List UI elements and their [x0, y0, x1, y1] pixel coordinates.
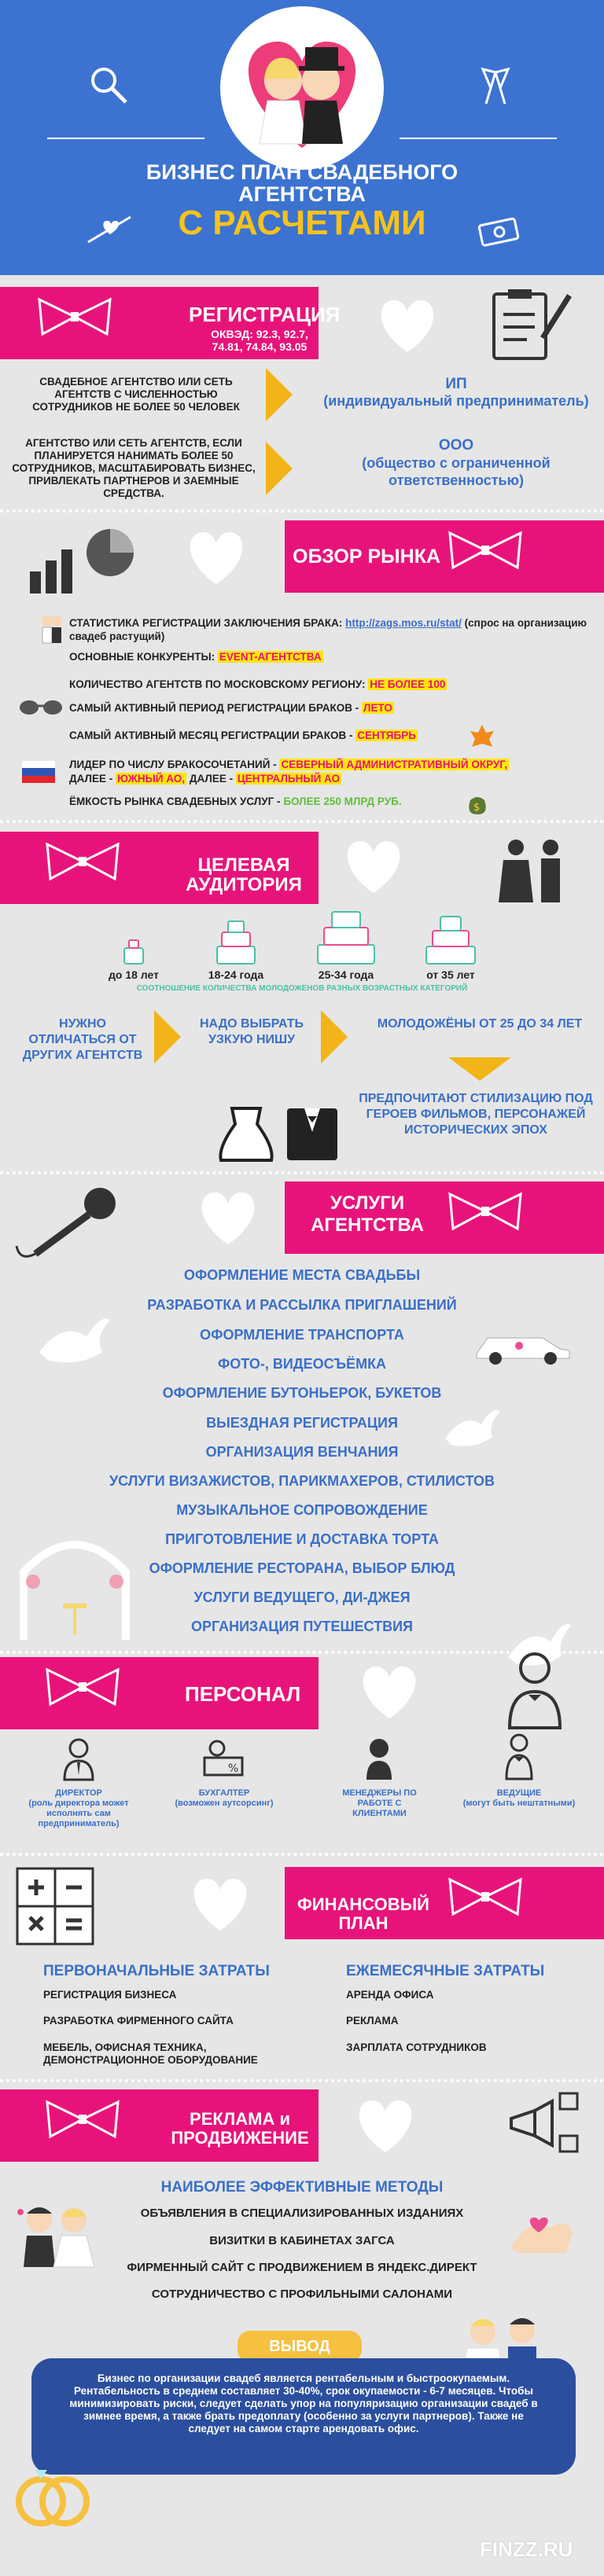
- conclusion-title: ВЫВОД: [238, 2331, 362, 2362]
- divider: [0, 509, 604, 513]
- bow-icon: [39, 1663, 126, 1711]
- market-item-1: СТАТИСТИКА РЕГИСТРАЦИИ ЗАКЛЮЧЕНИЯ БРАКА: http://zags.mos.ru/stat/ (спрос на организацию свадеб растущий): [69, 617, 587, 642]
- couple-small-icon: [39, 613, 63, 645]
- age-chart: [0, 912, 604, 998]
- heart-ribbon-icon: [177, 523, 256, 590]
- hero-section: [0, 0, 604, 275]
- monthly-costs-title: ЕЖЕМЕСЯЧНЫЕ ЗАТРАТЫ: [346, 1963, 545, 1979]
- ip-title: ИП: [445, 376, 467, 392]
- services-title-line1: УСЛУГИ: [330, 1192, 405, 1214]
- ads-item-2: ВИЗИТКИ В КАБИНЕТАХ ЗАГСА: [209, 2234, 395, 2247]
- ads-title-line1: РЕКЛАМА и: [190, 2109, 290, 2129]
- heart-ribbon-icon: [346, 2091, 425, 2158]
- cake-icon: [423, 912, 478, 967]
- market-item-6: ЛИДЕР ПО ЧИСЛУ БРАКОСОЧЕТАНИЙ - СЕВЕРНЫЙ АДМИНИСТРАТИВНЫЙ ОКРУГ, ДАЛЕЕ - ЮЖНЫЙ АО, ДАЛЕЕ - ЦЕНТРАЛЬНЫЙ АО: [69, 759, 508, 785]
- search-icon: [85, 61, 132, 108]
- finance-banner: [285, 1867, 604, 1939]
- market-banner: [285, 520, 604, 593]
- ooo-title: ООО: [438, 437, 474, 454]
- arrow-right-4: [321, 1010, 348, 1064]
- clipboard-pen-icon: [488, 283, 574, 362]
- heart-ribbon-icon: [368, 291, 447, 358]
- divider: [0, 820, 604, 823]
- bow-icon: [442, 1188, 528, 1235]
- initial-cost-3: МЕБЕЛЬ, ОФИСНАЯ ТЕХНИКА, ДЕМОНСТРАЦИОННОЕ ОБОРУДОВАНИЕ: [43, 2041, 258, 2066]
- audience-title-line1: ЦЕЛЕВАЯ: [197, 854, 290, 876]
- cake-age-4: [423, 912, 478, 971]
- brand-logo-text: FINZZ.RU: [480, 2537, 573, 2561]
- megaphone-likes-icon: [503, 2087, 582, 2166]
- market-title: ОБЗОР РЫНКА: [293, 546, 441, 568]
- newlyweds-silhouette-icon: [486, 833, 580, 904]
- initial-cost-2: РАЗРАБОТКА ФИРМЕННОГО САЙТА: [43, 2015, 234, 2027]
- monthly-cost-1: АРЕНДА ОФИСА: [346, 1989, 434, 2001]
- service-9: МУЗЫКАЛЬНОЕ СОПРОВОЖДЕНИЕ: [176, 1502, 428, 1518]
- director-icon: [61, 1737, 96, 1781]
- service-8: УСЛУГИ ВИЗАЖИСТОВ, ПАРИКМАХЕРОВ, СТИЛИСТОВ: [109, 1473, 495, 1489]
- registration-left-1: СВАДЕБНОЕ АГЕНТСТВО ИЛИ СЕТЬ АГЕНТСТВ С ЧИСЛЕННОСТЬЮ СОТРУДНИКОВ НЕ БОЛЕЕ 50 ЧЕЛОВЕК: [32, 376, 240, 413]
- heart-ribbon-icon: [189, 1183, 267, 1250]
- market-item-5: САМЫЙ АКТИВНЫЙ МЕСЯЦ РЕГИСТРАЦИИ БРАКОВ - СЕНТЯБРЬ: [69, 729, 416, 741]
- divider: [0, 2079, 604, 2082]
- hero-line-right: [400, 138, 557, 139]
- service-7: ОРГАНИЗАЦИЯ ВЕНЧАНИЯ: [205, 1444, 399, 1460]
- role-hosts: ВЕДУЩИЕ (могут быть нештатными): [462, 1788, 576, 1808]
- hero-title-line3: С РАСЧЕТАМИ: [178, 204, 426, 242]
- heart-ribbon-icon: [350, 1657, 429, 1724]
- age-caption: СООТНОШЕНИЕ КОЛИЧЕСТВА МОЛОДОЖЕНОВ РАЗНЫХ ВОЗРАСТНЫХ КАТЕГОРИЙ: [136, 984, 468, 993]
- market-item-2: ОСНОВНЫЕ КОНКУРЕНТЫ: EVENT-АГЕНТСТВА: [69, 651, 322, 663]
- arrow-down: [448, 1057, 511, 1081]
- hero-title-line1: БИЗНЕС ПЛАН СВАДЕБНОГО: [145, 160, 459, 184]
- role-director: ДИРЕКТОР (роль директора может исполнять сам предприниматель): [28, 1788, 129, 1828]
- ads-heading: НАИБОЛЕЕ ЭФФЕКТИВНЫЕ МЕТОДЫ: [160, 2179, 444, 2196]
- market-item-4: САМЫЙ АКТИВНЫЙ ПЕРИОД РЕГИСТРАЦИИ БРАКОВ - ЛЕТО: [69, 702, 392, 714]
- conclusion-text: Бизнес по организации свадеб является рентабельным и быстроокупаемым. Рентабельность в среднем составляет 30-40%, срок окупаемости - 6-7 месяцев. Чтобы минимизировать риски, следует сделать упор на популяризацию организации свадеб в зимнее время, а также брать предоплату (особенно за услуги партнеров). Также не следует на самом старте арендовать офис.: [69, 2372, 538, 2435]
- registration-left-2: АГЕНТСТВО ИЛИ СЕТЬ АГЕНТСТВ, ЕСЛИ ПЛАНИРУЕТСЯ НАНИМАТЬ БОЛЕЕ 50 СОТРУДНИКОВ, МАСШТАБИРОВАТЬ БИЗНЕС, ПРИВЛЕКАТЬ ПАРТНЕРОВ И ЗАЕМНЫЕ СРЕДСТВА.: [12, 437, 256, 499]
- initial-cost-1: РЕГИСТРАЦИЯ БИЗНЕСА: [43, 1989, 177, 2001]
- registration-banner: [0, 287, 341, 359]
- age-label-4: от 35 лет: [426, 968, 475, 981]
- audience-step-1: НУЖНО ОТЛИЧАТЬСЯ ОТ ДРУГИХ АГЕНТСТВ: [22, 1017, 143, 1062]
- couple-heart-icon: [220, 6, 384, 170]
- host-tie-icon: [503, 1733, 535, 1780]
- monthly-cost-2: РЕКЛАМА: [346, 2015, 399, 2027]
- finance-title-line1: ФИНАНСОВЫЙ: [297, 1894, 429, 1914]
- conclusion-box: [31, 2358, 576, 2475]
- cake-age-3: [315, 906, 378, 971]
- cake-icon: [118, 935, 149, 967]
- okved-codes: ОКВЭД: 92.3, 92.7, 74.81, 74.84, 93.05: [211, 328, 308, 353]
- host-person-icon: [503, 1651, 566, 1729]
- bow-icon: [442, 527, 528, 574]
- cake-age-1: [118, 935, 149, 971]
- ads-item-4: СОТРУДНИЧЕСТВО С ПРОФИЛЬНЫМИ САЛОНАМИ: [151, 2288, 453, 2301]
- microphone-icon: [12, 1183, 122, 1262]
- services-title-line2: АГЕНТСТВА: [311, 1215, 424, 1236]
- svg-text:%: %: [228, 1762, 239, 1775]
- role-managers: МЕНЕДЖЕРЫ ПО РАБОТЕ С КЛИЕНТАМИ: [342, 1788, 417, 1818]
- hero-line-left: [47, 138, 204, 139]
- autumn-leaf-icon: [469, 723, 495, 750]
- wedding-rings-icon: [9, 2453, 96, 2539]
- pie-bars-icon: [24, 523, 142, 601]
- zags-stat-link[interactable]: http://zags.mos.ru/stat/: [345, 617, 462, 629]
- bow-icon: [31, 293, 118, 340]
- heart-ribbon-icon: [181, 1869, 260, 1936]
- arrow-right-3: [154, 1010, 181, 1064]
- sunglasses-icon: [17, 698, 64, 717]
- champagne-glasses-icon: [472, 63, 519, 110]
- bow-icon: [442, 1873, 528, 1920]
- hero-circle: [220, 6, 384, 170]
- bow-icon: [39, 838, 126, 885]
- service-1: ОФОРМЛЕНИЕ МЕСТА СВАДЬБЫ: [183, 1267, 421, 1283]
- monthly-cost-3: ЗАРПЛАТА СОТРУДНИКОВ: [346, 2041, 487, 2053]
- age-label-1: до 18 лет: [109, 968, 159, 981]
- divider: [0, 1171, 604, 1174]
- staff-banner: [0, 1657, 319, 1729]
- cake-icon: [212, 918, 260, 967]
- services-banner: [285, 1181, 604, 1254]
- arrow-right-2: [266, 442, 293, 495]
- cake-icon: [315, 906, 378, 967]
- accountant-icon: [201, 1739, 245, 1778]
- market-item-7: ЁМКОСТЬ РЫНКА СВАДЕБНЫХ УСЛУГ - БОЛЕЕ 250 МЛРД РУБ.: [69, 796, 402, 807]
- market-item-3: КОЛИЧЕСТВО АГЕНТСТВ ПО МОСКОВСКОМУ РЕГИОНУ: НЕ БОЛЕЕ 100: [69, 678, 446, 690]
- service-10: ПРИГОТОВЛЕНИЕ И ДОСТАВКА ТОРТА: [165, 1531, 439, 1547]
- hero-title-line2: АГЕНТСТВА: [238, 182, 366, 206]
- ads-item-3: ФИРМЕННЫЙ САЙТ С ПРОДВИЖЕНИЕМ В ЯНДЕКС.ДИРЕКТ: [127, 2261, 477, 2274]
- calculator-icon: [16, 1867, 94, 1946]
- money-bag-icon: [464, 789, 491, 816]
- arrow-right-1: [266, 368, 293, 421]
- service-12: УСЛУГИ ВЕДУЩЕГО, ДИ-ДЖЕЯ: [193, 1589, 411, 1605]
- staff-title: ПЕРСОНАЛ: [185, 1682, 301, 1706]
- ip-subtitle: (индивидуальный предприниматель): [323, 393, 589, 409]
- service-11: ОФОРМЛЕНИЕ РЕСТОРАНА, ВЫБОР БЛЮД: [149, 1560, 455, 1576]
- divider: [0, 1853, 604, 1856]
- service-13: ОРГАНИЗАЦИЯ ПУТЕШЕСТВИЯ: [191, 1619, 413, 1634]
- ooo-subtitle: (общество с ограниченной ответственностью): [362, 455, 551, 488]
- cake-age-2: [212, 918, 260, 971]
- service-3: ОФОРМЛЕНИЕ ТРАНСПОРТА: [200, 1327, 404, 1343]
- svg-text:$: $: [473, 802, 481, 814]
- ads-item-1: ОБЪЯВЛЕНИЯ В СПЕЦИАЛИЗИРОВАННЫХ ИЗДАНИЯХ: [140, 2207, 464, 2220]
- dress-tuxedo-icon: [216, 1101, 342, 1163]
- russia-flag-icon: [22, 761, 55, 783]
- ads-title-line2: ПРОДВИЖЕНИЕ: [171, 2128, 309, 2148]
- heart-ribbon-icon: [334, 832, 413, 898]
- manager-woman-icon: [363, 1737, 395, 1781]
- age-label-2: 18-24 года: [208, 968, 264, 981]
- audience-step-3: МОЛОДОЖЁНЫ ОТ 25 ДО 34 ЛЕТ: [377, 1017, 583, 1031]
- registration-title: РЕГИСТРАЦИЯ: [189, 303, 341, 326]
- age-label-3: 25-34 года: [318, 968, 374, 981]
- audience-step-2: НАДО ВЫБРАТЬ УЗКУЮ НИШУ: [199, 1017, 304, 1046]
- service-6: ВЫЕЗДНАЯ РЕГИСТРАЦИЯ: [206, 1415, 398, 1431]
- audience-banner: [0, 832, 319, 904]
- role-accountant: БУХГАЛТЕР (возможен аутсорсинг): [175, 1788, 274, 1808]
- service-5: ОФОРМЛЕНИЕ БУТОНЬЕРОК, БУКЕТОВ: [162, 1385, 442, 1401]
- audience-prefer: ПРЕДПОЧИТАЮТ СТИЛИЗАЦИЮ ПОД ГЕРОЕВ ФИЛЬМОВ, ПЕРСОНАЖЕЙ ИСТОРИЧЕСКИХ ЭПОХ: [359, 1092, 593, 1137]
- audience-title-line2: АУДИТОРИЯ: [186, 874, 302, 895]
- ads-banner: [0, 2089, 319, 2162]
- bow-icon: [39, 2096, 126, 2143]
- service-2: РАЗРАБОТКА И РАССЫЛКА ПРИГЛАШЕНИЙ: [147, 1297, 457, 1313]
- service-4: ФОТО-, ВИДЕОСЪЁМКА: [217, 1356, 387, 1372]
- initial-costs-title: ПЕРВОНАЧАЛЬНЫЕ ЗАТРАТЫ: [43, 1963, 270, 1979]
- finance-title-line2: ПЛАН: [338, 1913, 389, 1933]
